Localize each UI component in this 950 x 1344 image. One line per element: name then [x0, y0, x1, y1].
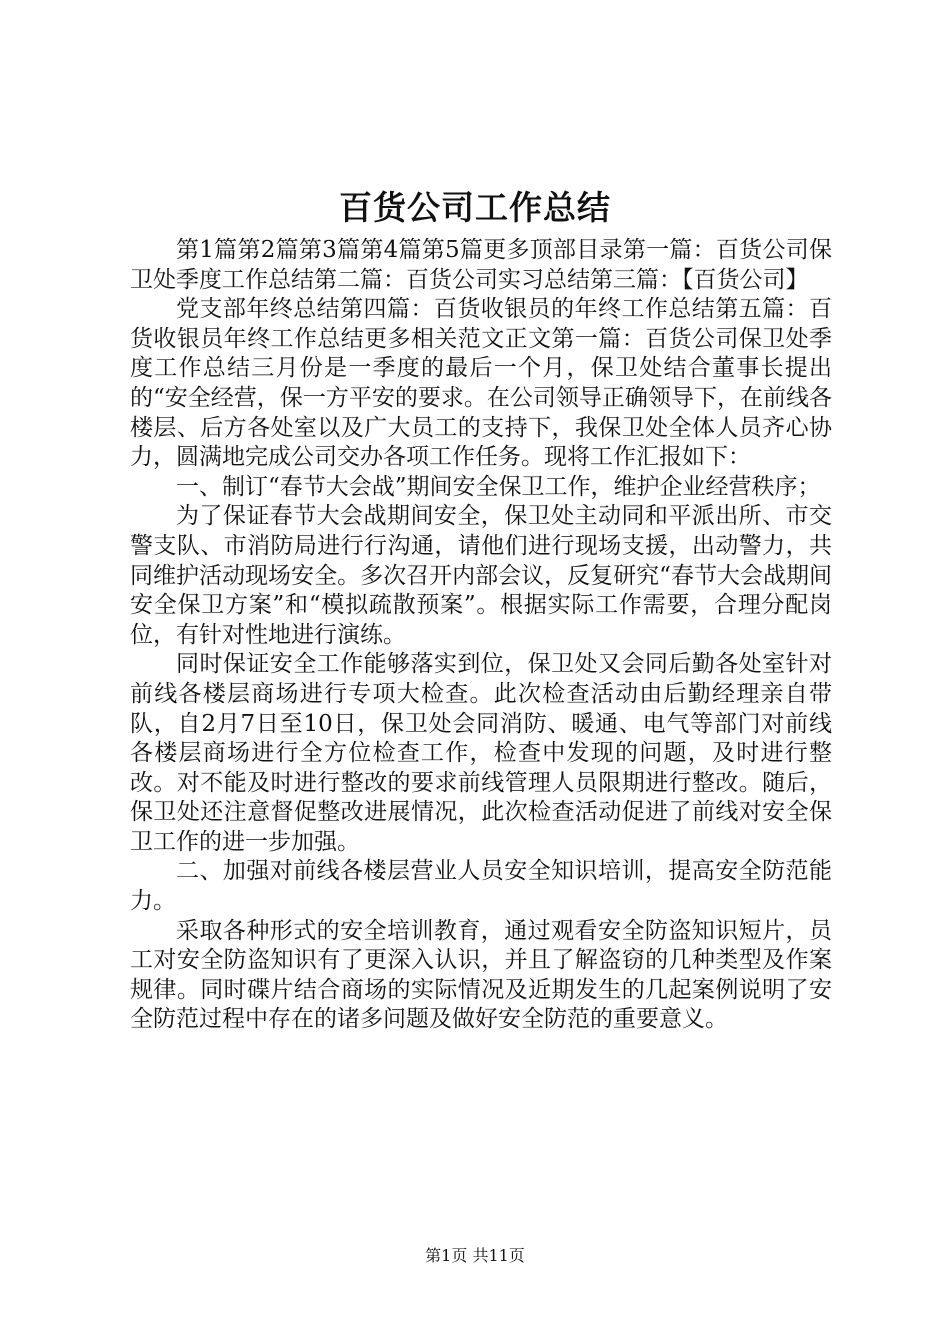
paragraph-security-plan: 为了保证春节大会战期间安全，保卫处主动同和平派出所、市交警支队、市消防局进行行沟通，请他们进行现场支援，出动警力，共同维护活动现场安全。多次召开内部会议，反复研究“春节大会战期间安全保卫方案”和“模拟疏散预案”。根据实际工作需要，合理分配岗位，有针对性地进行演练。	[130, 503, 832, 648]
page-number-footer: 第1页 共11页	[425, 1246, 525, 1265]
document-title: 百货公司工作总结	[339, 188, 611, 227]
paragraph-toc: 第1篇第2篇第3篇第4篇第5篇更多顶部目录第一篇：百货公司保卫处季度工作总结第二篇：百货公司实习总结第三篇：【百货公司】	[130, 237, 832, 293]
paragraph-intro: 党支部年终总结第四篇：百货收银员的年终工作总结第五篇：百货收银员年终工作总结更多相关范文正文第一篇：百货公司保卫处季度工作总结三月份是一季度的最后一个月，保卫处结合董事长提出的“安全经营，保一方平安的要求。在公司领导正确领导下，在前线各楼层、后方各处室以及广大员工的支持下，我保卫处全体人员齐心协力，圆满地完成公司交办各项工作任务。现将工作汇报如下：	[130, 296, 832, 471]
paragraph-training: 采取各种形式的安全培训教育，通过观看安全防盗知识短片，员工对安全防盗知识有了更深入认识，并且了解盗窃的几种类型及作案规律。同时碟片结合商场的实际情况及近期发生的几起案例说明了安全防范过程中存在的诸多问题及做好安全防范的重要意义。	[130, 917, 832, 1033]
document-body	[130, 236, 832, 1035]
paragraph-heading-one: 一、制订“春节大会战”期间安全保卫工作，维护企业经营秩序；	[176, 473, 821, 500]
paragraph-heading-two: 二、加强对前线各楼层营业人员安全知识培训，提高安全防范能力。	[130, 858, 832, 915]
paragraph-inspection: 同时保证安全工作能够落实到位，保卫处又会同后勤各处室针对前线各楼层商场进行专项大检查。此次检查活动由后勤经理亲自带队，自2月7日至10日，保卫处会同消防、暖通、电气等部门对前线各楼层商场进行全方位检查工作，检查中发现的问题，及时进行整改。对不能及时进行整改的要求前线管理人员限期进行整改。随后，保卫处还注意督促整改进展情况，此次检查活动促进了前线对安全保卫工作的进一步加强。	[130, 651, 832, 855]
